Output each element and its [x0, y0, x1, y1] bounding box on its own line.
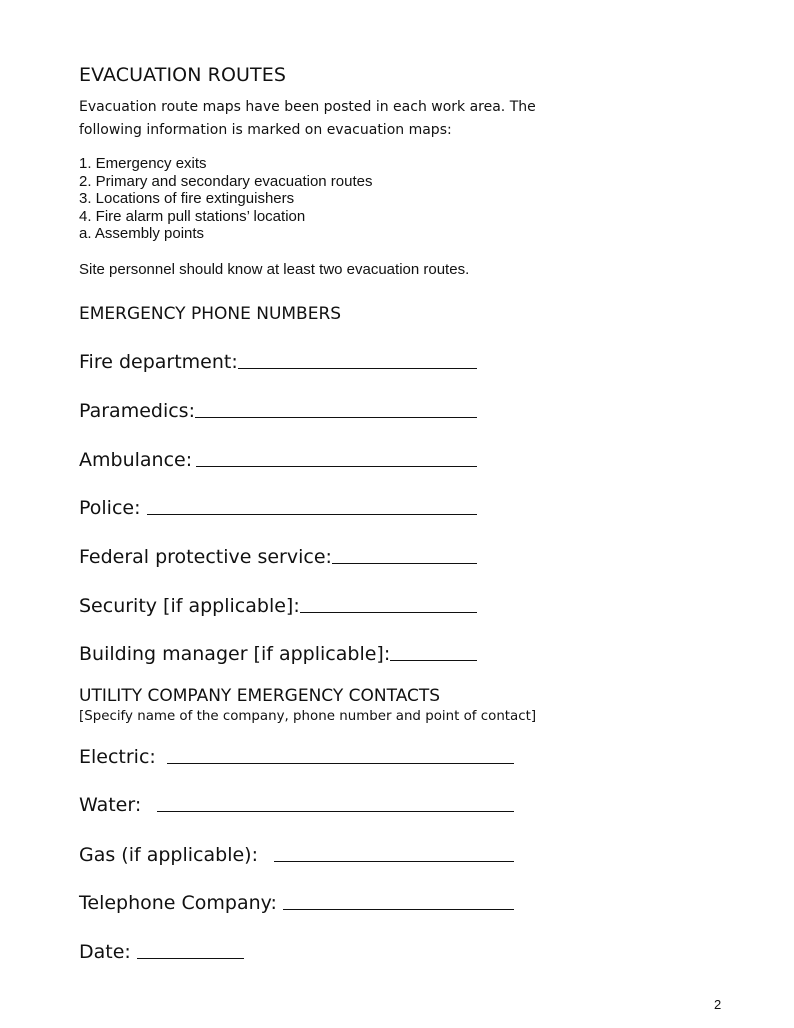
- police-field[interactable]: [79, 497, 477, 519]
- telephone-company-field[interactable]: [79, 892, 514, 914]
- list-item-emergency-exits: 1. Emergency exits: [79, 155, 207, 172]
- fire-department-field[interactable]: [79, 351, 477, 373]
- water-label: Water:: [79, 794, 142, 816]
- federal-protective-service-blank-line[interactable]: [332, 562, 477, 564]
- evacuation-intro-line-1: Evacuation route maps have been posted in each work area. The: [79, 99, 536, 115]
- fire-department-label: Fire department:: [79, 351, 238, 373]
- gas-blank-line[interactable]: [274, 860, 514, 862]
- police-blank-line[interactable]: [147, 513, 478, 515]
- ambulance-label: Ambulance:: [79, 449, 193, 471]
- federal-protective-service-label: Federal protective service:: [79, 546, 332, 568]
- water-field[interactable]: [79, 794, 514, 816]
- evacuation-routes-note: Site personnel should know at least two evacuation routes.: [79, 261, 470, 278]
- security-label: Security [if applicable]:: [79, 595, 300, 617]
- building-manager-field[interactable]: [79, 643, 477, 665]
- electric-blank-line[interactable]: [167, 762, 514, 764]
- ambulance-field[interactable]: [79, 449, 477, 471]
- building-manager-blank-line[interactable]: [390, 659, 477, 661]
- ambulance-blank-line[interactable]: [196, 465, 477, 467]
- security-blank-line[interactable]: [300, 611, 477, 613]
- police-label: Police:: [79, 497, 141, 519]
- date-field[interactable]: [79, 941, 244, 963]
- list-item-fire-alarm-pull-stations: 4. Fire alarm pull stations’ location: [79, 207, 306, 225]
- paramedics-label: Paramedics:: [79, 400, 195, 422]
- utility-contacts-heading: UTILITY COMPANY EMERGENCY CONTACTS: [79, 686, 441, 706]
- building-manager-label: Building manager [if applicable]:: [79, 643, 391, 665]
- paramedics-field[interactable]: [79, 400, 477, 422]
- security-field[interactable]: [79, 595, 477, 617]
- electric-label: Electric:: [79, 746, 156, 768]
- evacuation-map-items-list: [79, 155, 373, 243]
- telephone-company-label: Telephone Company:: [79, 892, 277, 914]
- evacuation-routes-heading: EVACUATION ROUTES: [79, 64, 286, 86]
- gas-field[interactable]: [79, 844, 514, 866]
- date-label: Date:: [79, 941, 131, 963]
- gas-label: Gas (if applicable):: [79, 844, 258, 866]
- evacuation-intro-line-2: following information is marked on evacuation maps:: [79, 122, 452, 138]
- paramedics-blank-line[interactable]: [195, 416, 477, 418]
- water-blank-line[interactable]: [157, 810, 514, 812]
- utility-contacts-subheading: [Specify name of the company, phone number and point of contact]: [79, 709, 537, 724]
- electric-field[interactable]: [79, 746, 514, 768]
- list-item-fire-extinguishers: 3. Locations of fire extinguishers: [79, 190, 295, 207]
- fire-department-blank-line[interactable]: [238, 367, 477, 369]
- telephone-company-blank-line[interactable]: [283, 908, 514, 910]
- list-item-assembly-points: a. Assembly points: [79, 225, 205, 242]
- list-item-evacuation-routes: 2. Primary and secondary evacuation routes: [79, 172, 373, 190]
- date-blank-line[interactable]: [137, 957, 244, 959]
- emergency-phone-numbers-heading: EMERGENCY PHONE NUMBERS: [79, 304, 342, 324]
- page-number: 2: [714, 997, 722, 1012]
- federal-protective-service-field[interactable]: [79, 546, 477, 568]
